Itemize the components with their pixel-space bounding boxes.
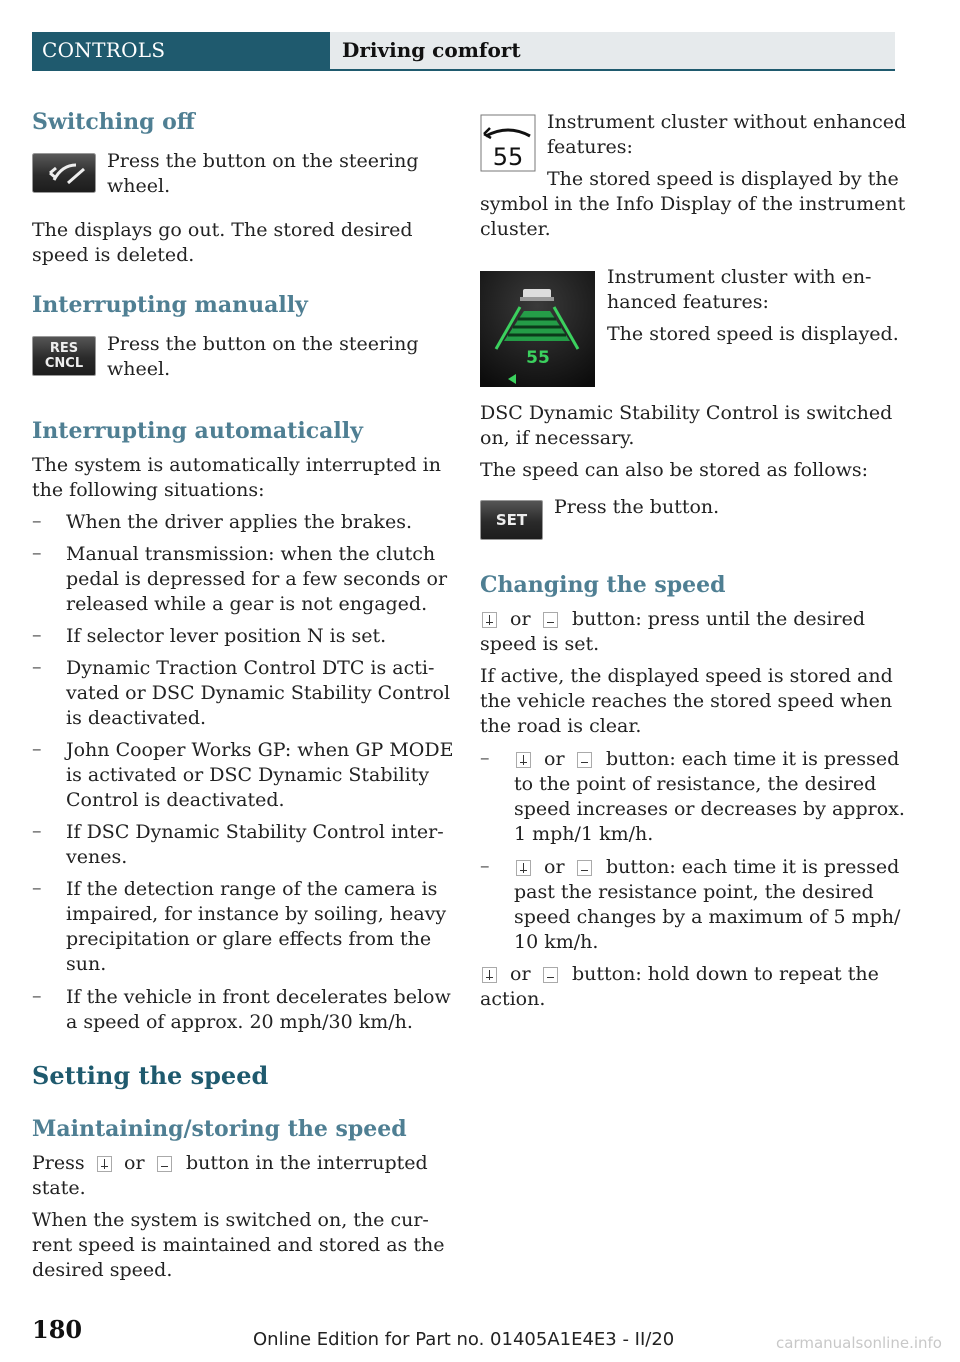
heading-maintaining-storing: Maintaining/storing the speed (32, 1116, 407, 1142)
minus-button-icon (577, 860, 592, 876)
list-item: past the resistance point, the desired (514, 881, 874, 903)
plus-button-icon (482, 967, 497, 983)
list-item: 1 mph/1 km/h. (514, 823, 654, 845)
list-item: vated or DSC Dynamic Stability Control (66, 682, 451, 704)
setting-body-3: desired speed. (32, 1259, 173, 1281)
list-item: Control is deactivated. (66, 789, 285, 811)
page-number: 180 (32, 1315, 83, 1344)
list-item: button: each time it is pressed (606, 748, 900, 770)
change-p2-line1: If active, the displayed speed is stored and (480, 665, 893, 687)
switch-off-body-1: The displays go out. The stored desired (32, 219, 413, 241)
list-item: 10 km/h. (514, 931, 599, 953)
list-item: released while a gear is not engaged. (66, 593, 428, 615)
svg-text:55: 55 (526, 348, 550, 368)
res-cncl-button-icon: RES CNCL (32, 336, 96, 376)
heading-interrupting-manually: Interrupting manually (32, 292, 308, 318)
list-item: impaired, for instance by soiling, heavy (66, 903, 447, 925)
press-line-2: state. (32, 1177, 86, 1199)
heading-interrupting-automatically: Interrupting automatically (32, 418, 363, 444)
press-word: Press (32, 1152, 85, 1174)
heading-switching-off: Switching off (32, 109, 195, 135)
or-word: or (544, 856, 565, 878)
interrupt-manual-instruction-1: Press the button on the steering (107, 333, 419, 355)
or-word: or (544, 748, 565, 770)
list-item: John Cooper Works GP: when GP MODE (66, 739, 454, 761)
list-item: is deactivated. (66, 707, 207, 729)
change-p3-line2: action. (480, 988, 546, 1010)
list-item: If the detection range of the camera is (66, 878, 438, 900)
list-dash: – (32, 624, 42, 646)
heading-setting-speed: Setting the speed (32, 1061, 269, 1090)
or-word: or (510, 608, 531, 630)
cluster-basic-1: Instrument cluster without enhanced (547, 111, 907, 133)
change-p1-line2: speed is set. (480, 633, 600, 655)
list-item: is activated or DSC Dynamic Stability (66, 764, 430, 786)
press-rest: button in the interrupted (186, 1152, 428, 1174)
auto-intro-1: The system is automatically interrupted in (32, 454, 441, 476)
list-item: button: each time it is pressed (606, 856, 900, 878)
cruise-off-button-icon (32, 153, 96, 193)
cluster-basic-4: symbol in the Info Display of the instrument (480, 193, 906, 215)
list-item: If selector lever position N is set. (66, 625, 387, 647)
list-dash: – (32, 510, 42, 532)
list-item: If DSC Dynamic Stability Control inter- (66, 821, 444, 843)
switch-off-body-2: speed is deleted. (32, 244, 195, 266)
list-item: a speed of approx. 20 mph/30 km/h. (66, 1011, 413, 1033)
watermark: carmanualsonline.info (776, 1334, 942, 1352)
interrupt-manual-instruction-2: wheel. (107, 358, 171, 380)
minus-button-icon (543, 612, 558, 628)
plus-button-icon (97, 1156, 112, 1172)
minus-button-icon (543, 967, 558, 983)
list-dash: – (32, 738, 42, 760)
list-item: to the point of resistance, the desired (514, 773, 877, 795)
press-button-text: Press the button. (554, 496, 720, 518)
change-p2-line2: the vehicle reaches the stored speed when (480, 690, 893, 712)
list-item: pedal is depressed for a few seconds or (66, 568, 448, 590)
plus-button-icon (516, 860, 531, 876)
speed-limit-symbol-icon (480, 114, 536, 172)
list-dash: – (32, 820, 42, 842)
list-item: Manual transmission: when the clutch (66, 543, 436, 565)
setting-body-2: rent speed is maintained and stored as the (32, 1234, 445, 1256)
list-item: speed increases or decreases by approx. (514, 798, 905, 820)
cluster-basic-3: The stored speed is displayed by the (547, 168, 899, 190)
list-item: When the driver applies the brakes. (66, 511, 412, 533)
list-dash: – (32, 542, 42, 564)
list-item: speed changes by a maximum of 5 mph/ (514, 906, 901, 928)
list-item: If the vehicle in front decelerates below (66, 986, 451, 1008)
auto-intro-2: the following situations: (32, 479, 265, 501)
cluster-enhanced-2: hanced features: (607, 291, 769, 313)
plus-button-icon (482, 612, 497, 628)
page-header (32, 32, 895, 71)
enhanced-cluster-display-image (480, 271, 595, 387)
change-p3-rest: button: hold down to repeat the (572, 963, 879, 985)
cluster-basic-5: cluster. (480, 218, 551, 240)
setting-body-1: When the system is switched on, the cur- (32, 1209, 429, 1231)
change-p2-line3: the road is clear. (480, 715, 642, 737)
list-dash: – (32, 985, 42, 1007)
minus-button-icon (577, 752, 592, 768)
plus-button-icon (516, 752, 531, 768)
or-word: or (510, 963, 531, 985)
cluster-enhanced-3: The stored speed is displayed. (607, 323, 899, 345)
set-button-icon: SET (480, 500, 543, 540)
list-dash: – (32, 656, 42, 678)
dsc-line-2: on, if necessary. (480, 427, 635, 449)
minus-button-icon (157, 1156, 172, 1172)
cluster-basic-2: features: (547, 136, 633, 158)
list-item: precipitation or glare effects from the (66, 928, 432, 950)
list-dash: – (480, 855, 490, 877)
dsc-line-1: DSC Dynamic Stability Control is switched (480, 402, 893, 424)
list-dash: – (480, 747, 490, 769)
svg-text:55: 55 (492, 143, 524, 171)
list-item: sun. (66, 953, 107, 975)
list-dash: – (32, 877, 42, 899)
chapter-title: Driving comfort (330, 32, 895, 69)
list-item: venes. (66, 846, 128, 868)
list-item: Dynamic Traction Control DTC is acti- (66, 657, 435, 679)
cluster-enhanced-1: Instrument cluster with en- (607, 266, 872, 288)
edition-text: Online Edition for Part no. 01405A1E4E3 - II/20 (253, 1329, 675, 1350)
change-p1-rest: button: press until the desired (572, 608, 865, 630)
heading-changing-speed: Changing the speed (480, 572, 726, 598)
or-word: or (124, 1152, 145, 1174)
also-stored-text: The speed can also be stored as follows: (480, 459, 869, 481)
switch-off-instruction-1: Press the button on the steering (107, 150, 419, 172)
section-tab: CONTROLS (32, 32, 330, 71)
switch-off-instruction-2: wheel. (107, 175, 171, 197)
